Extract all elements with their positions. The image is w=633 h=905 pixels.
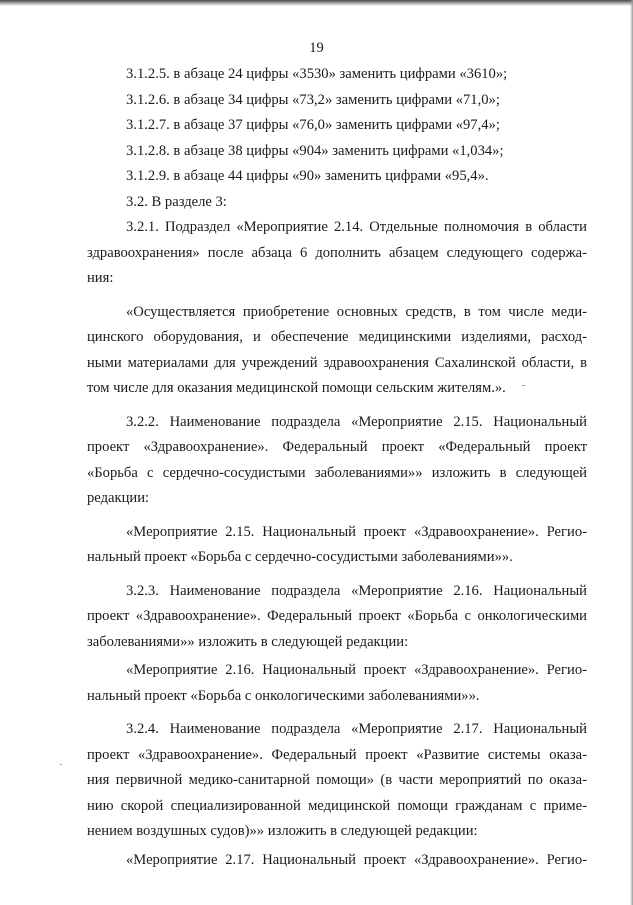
text-line: 3.2.4. Наименование подраздела «Мероприятие 2.17. Национальный (126, 721, 587, 737)
text-line: 3.2.1. Подраздел «Мероприятие 2.14. Отдельные полномочия в области (126, 219, 587, 235)
text-line: 3.1.2.7. в абзаце 37 цифры «76,0» заменить цифрами «97,4»; (126, 117, 500, 133)
text-line: «Борьба с сердечно-сосудистыми заболеваниями»» изложить в следующей (87, 464, 587, 481)
text-line: ния первичной медико-санитарной помощи» (в части мероприятий по оказа- (87, 772, 587, 788)
text-line: нию скорой специализированной медицинской помощи гражданам с приме- (87, 797, 587, 814)
text-line: 3.2. В разделе 3: (126, 193, 227, 210)
text-line: заболеваниями»» изложить в следующей редакции: (87, 633, 409, 650)
text-line: проект «Здравоохранение». Федеральный проект «Борьба с онкологическими (87, 608, 587, 624)
text-line: проект «Здравоохранение». Федеральный проект «Развитие системы оказа- (87, 746, 587, 763)
text-line: «Осуществляется приобретение основных средств, в том числе меди- (126, 303, 587, 320)
text-line: 3.1.2.5. в абзаце 24 цифры «3530» заменить цифрами «3610»; (126, 66, 508, 82)
text-line: 3.1.2.6. в абзаце 34 цифры «73,2» заменить цифрами «71,0»; (126, 91, 500, 108)
text-line: 3.2.2. Наименование подраздела «Мероприятие 2.15. Национальный (126, 413, 587, 430)
document-body (87, 62, 587, 873)
scan-speck (60, 764, 62, 765)
text-line: цинского оборудования, и обеспечение медицинскими изделиями, расход- (87, 329, 587, 345)
text-line: «Мероприятие 2.17. Национальный проект «Здравоохранение». Регио- (126, 851, 587, 868)
text-line: редакции: (87, 490, 150, 506)
text-line: 3.2.3. Наименование подраздела «Мероприятие 2.16. Национальный (126, 582, 587, 599)
page-number: 19 (309, 40, 324, 56)
text-line: «Мероприятие 2.16. Национальный проект «Здравоохранение». Регио- (126, 662, 587, 678)
text-line: 3.1.2.9. в абзаце 44 цифры «90» заменить цифрами «95,4». (126, 168, 489, 184)
text-line: нением воздушных судов)»» изложить в следующей редакции: (87, 823, 478, 839)
text-line: нальный проект «Борьба с сердечно-сосудистыми заболеваниями»». (87, 549, 513, 565)
text-line: «Мероприятие 2.15. Национальный проект «Здравоохранение». Регио- (126, 523, 587, 540)
text-line: проект «Здравоохранение». Федеральный проект «Федеральный проект (87, 439, 587, 455)
text-line: том числе для оказания медицинской помощи сельским жителям.». (87, 380, 506, 396)
text-line: 3.1.2.8. в абзаце 38 цифры «904» заменить цифрами «1,034»; (126, 142, 504, 159)
text-line: нальный проект «Борьба с онкологическими заболеваниями»». (87, 687, 480, 704)
text-line: ния: (87, 270, 114, 286)
text-line: ными материалами для учреждений здравоохранения Сахалинской области, в (87, 354, 587, 371)
scan-top-edge (0, 0, 633, 6)
scan-speck (522, 385, 525, 386)
text-line: здравоохранения» после абзаца 6 дополнить абзацем следующего содержа- (87, 244, 587, 261)
